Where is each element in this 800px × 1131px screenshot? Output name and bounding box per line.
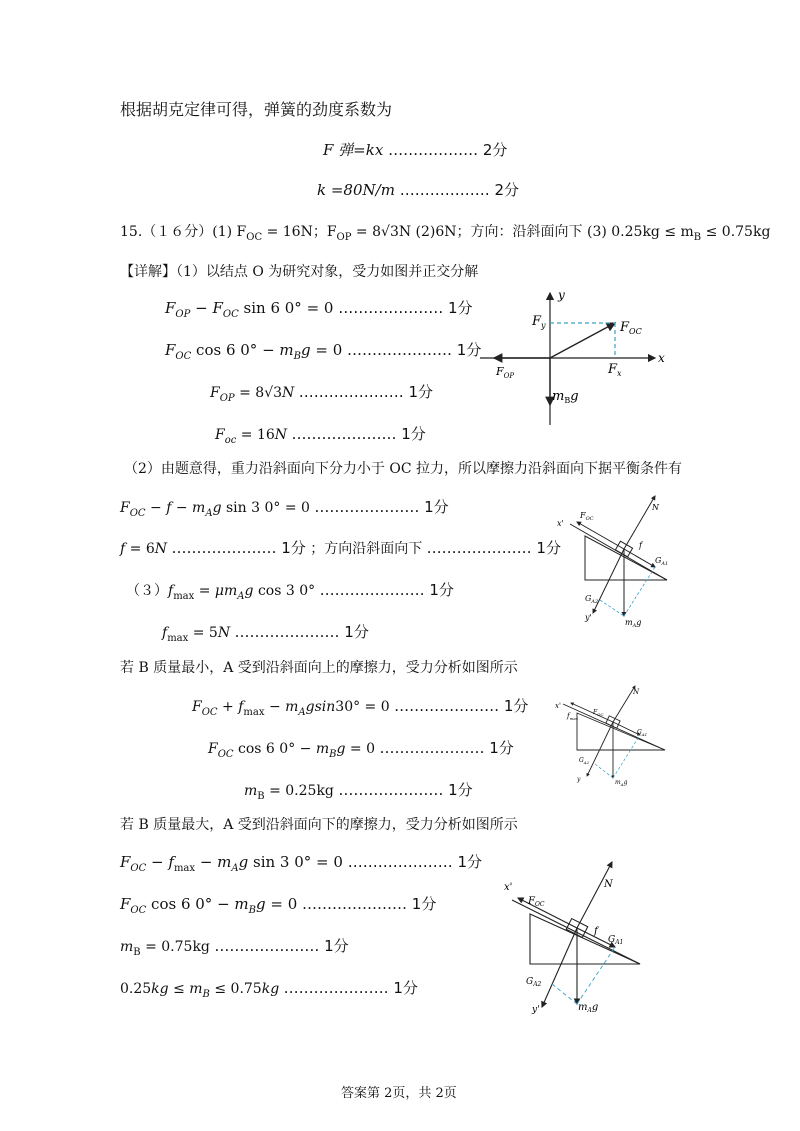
foc-label: $F_{OC}$ — [620, 320, 642, 336]
svg-text:N: N — [604, 879, 613, 890]
incline-diagram-b-max — [500, 852, 650, 1022]
svg-text:GA2: $G_{A2}$ — [585, 594, 599, 605]
fx-label: $F_x$ — [608, 362, 622, 378]
detail-heading: 【详解】（1）以结点 O 为研究对象，受力如图并正交分解 — [120, 264, 479, 280]
k-equation: k =80N/m ……………… 2分 — [317, 181, 520, 199]
svg-text:mAg: $m_Ag$ — [578, 1002, 599, 1014]
eq-9: $F_{OC} + f_{max} - m_Agsin30^\circ = 0$ ………………… 1分 — [192, 697, 529, 718]
force-diagram-node-o — [470, 285, 680, 435]
part2-intro: （2）由题意得，重力沿斜面向下分力小于 OC 拉力，所以摩擦力沿斜面向下据平衡条件有 — [124, 461, 682, 477]
svg-text:GA1: $G_{A1}$ — [608, 935, 624, 946]
fy-label: $F_y$ — [532, 314, 546, 330]
svg-text:N: N — [633, 688, 640, 696]
svg-text:N: N — [652, 503, 659, 512]
eq-5: $F_{OC} - f - m_Ag$ sin 3 0° = 0 ………………… 1分 — [120, 498, 449, 519]
eq-4: $F_{oc} = 16N$ ………………… 1分 — [215, 425, 426, 446]
svg-text:x': x' — [557, 519, 564, 528]
eq-11: $m_B = 0.25kg$ ………………… 1分 — [244, 781, 473, 802]
svg-text:FOC: $F_{OC}$ — [580, 511, 594, 522]
eq-7: $(3)f_{max} = \mu m_Ag$ cos 3 0° ………………… 1分 — [126, 581, 454, 602]
eq-2: $F_{OC}$ cos 6 $0^\circ - m_Bg = 0$ ………………… 1分 — [165, 341, 482, 362]
y-label: y — [558, 288, 565, 302]
eq-10: $F_{OC}$ cos 6 $0^\circ - m_Bg = 0$ ………………… 1分 — [208, 739, 514, 760]
svg-text:f: f — [639, 541, 642, 550]
svg-text:GA2: $G_{A2}$ — [579, 757, 590, 765]
mbg-label: $m_Bg$ — [552, 389, 579, 405]
svg-text:x': x' — [555, 702, 561, 710]
page-footer: 答案第 2页，共 2页 — [341, 1086, 457, 1101]
svg-text:mAg: $m_Ag$ — [615, 779, 628, 787]
eq-13: $F_{OC}$ cos 6 $0^\circ - m_Bg = 0$ ………………… 1分 — [120, 895, 437, 916]
eq-1: $F_{OP} - F_{OC}$ sin 6 0° = 0 ………………… 1分 — [165, 299, 473, 320]
eq-15: $0.25kg \le m_B \le 0.75kg$ ………………… 1分 — [120, 979, 418, 1000]
eq-6: f = 6N ………………… 1分 ；方向沿斜面向下 ………………… 1分 — [120, 539, 561, 557]
fop-label: $F_{OP}$ — [496, 365, 515, 380]
eq-3: $F_{OP} = 8√3N$ ………………… 1分 — [210, 383, 434, 404]
svg-text:f: f — [594, 926, 598, 937]
svg-text:y: y — [577, 776, 581, 783]
svg-text:fmax: $f_{max}$ — [567, 712, 579, 721]
hooke-equation: F 弹=kx ……………… 2分 — [323, 141, 508, 159]
svg-text:FOC: $F_{OC}$ — [593, 709, 604, 717]
svg-text:GA1: $G_{A1}$ — [637, 729, 648, 737]
svg-text:GA1: $G_{A1}$ — [655, 556, 669, 567]
svg-text:x': x' — [504, 882, 513, 893]
q15-summary: 15.（１６分）(1) $F_{OC} = 16N$；$F_{OP} = 8√3N$ (2)6N；方向：沿斜面向下 (3) $0.25kg \le m_B \le 0.75kg$ — [120, 224, 771, 243]
eq-12: $F_{OC} - f_{max} - m_Ag$ sin 3 0° = 0 ………………… 1分 — [120, 853, 483, 874]
x-label: x — [658, 351, 665, 365]
svg-text:y': y' — [532, 1005, 540, 1015]
svg-text:mAg: $m_Ag$ — [625, 618, 642, 629]
svg-text:GA2: $G_{A2}$ — [526, 977, 542, 988]
intro-line: 根据胡克定律可得，弹簧的劲度系数为 — [120, 100, 393, 119]
part3-max-intro: 若 B 质量最大，A 受到沿斜面向下的摩擦力，受力分析如图所示 — [120, 817, 518, 833]
eq-14: $m_B = 0.75kg$ ………………… 1分 — [120, 937, 349, 958]
svg-text:y': y' — [585, 613, 592, 622]
eq-8: $f_{max} = 5N$ ………………… 1分 — [162, 623, 369, 644]
incline-diagram-part2 — [555, 488, 680, 638]
incline-diagram-b-min — [555, 678, 670, 788]
part3-min-intro: 若 B 质量最小，A 受到沿斜面向上的摩擦力，受力分析如图所示 — [120, 660, 518, 676]
svg-text:FOC: $F_{OC}$ — [528, 896, 545, 908]
foc-arrow — [550, 323, 615, 358]
